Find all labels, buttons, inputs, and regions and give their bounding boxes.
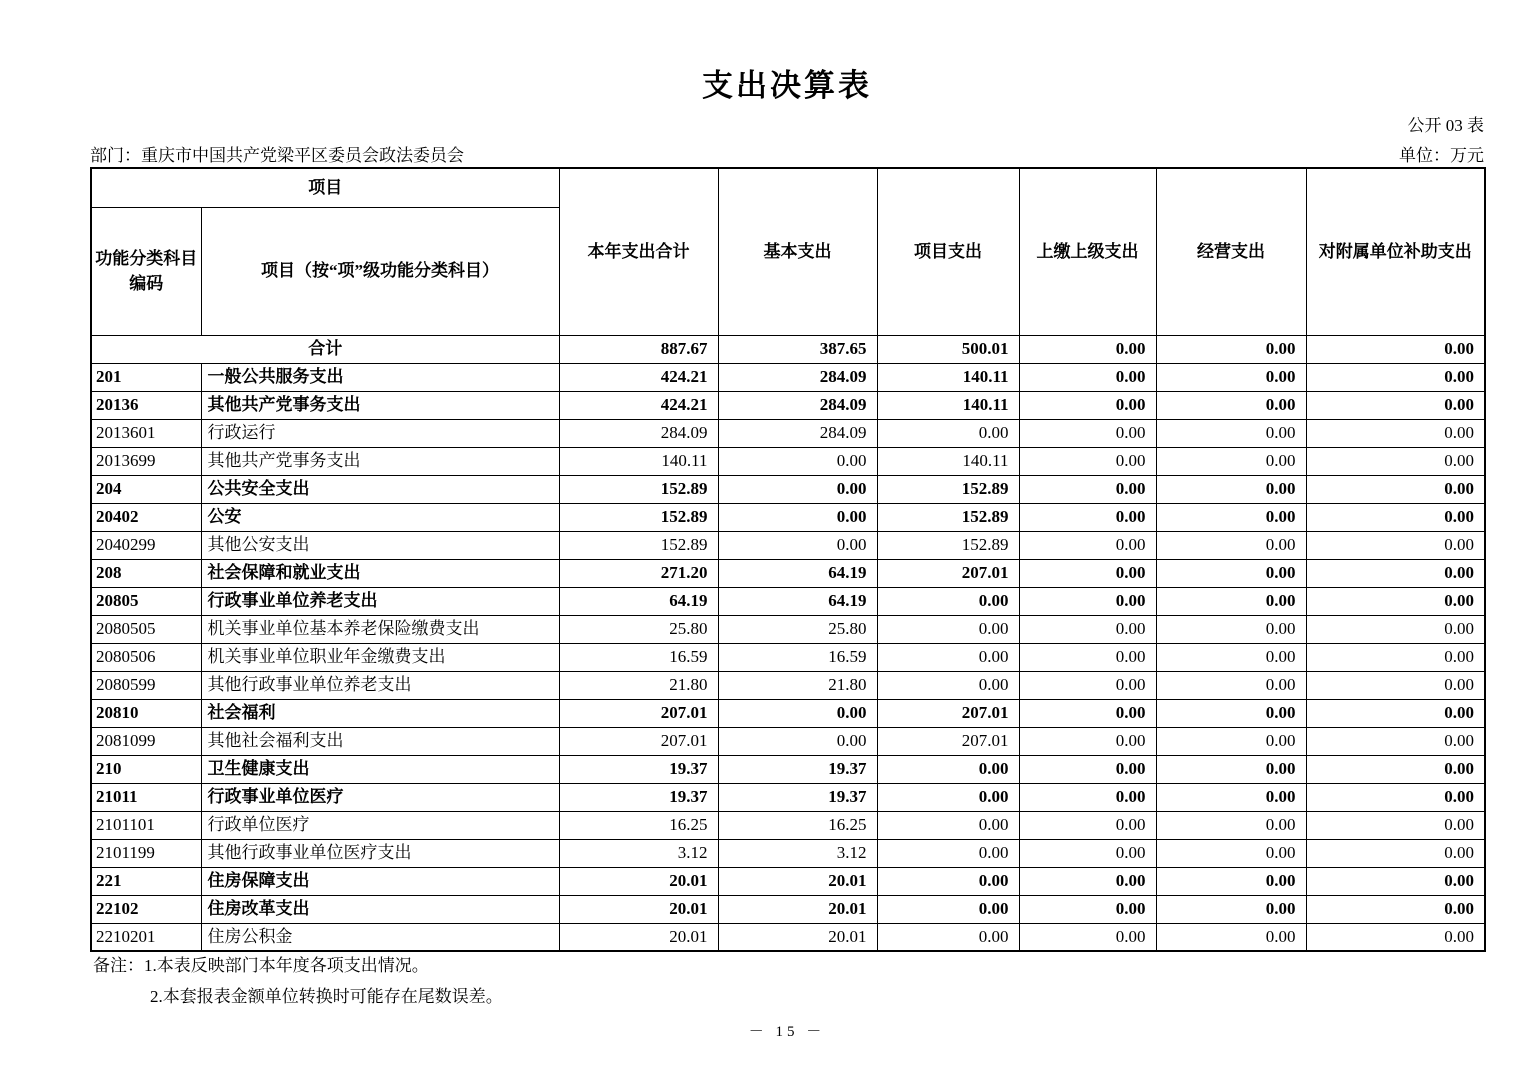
value-cell: 19.37 [718,783,877,811]
code-cell: 208 [91,559,201,587]
value-cell: 152.89 [559,531,718,559]
value-cell: 21.80 [559,671,718,699]
value-cell: 25.80 [559,615,718,643]
table-row [91,895,1485,923]
value-cell: 0.00 [1306,923,1485,951]
value-cell: 0.00 [1019,335,1156,363]
value-cell: 207.01 [877,727,1019,755]
value-cell: 0.00 [1306,587,1485,615]
value-cell: 0.00 [1306,671,1485,699]
expenditure-table [90,167,1486,952]
value-cell: 16.25 [718,811,877,839]
value-cell: 0.00 [877,811,1019,839]
value-cell: 387.65 [718,335,877,363]
value-cell: 25.80 [718,615,877,643]
code-cell: 221 [91,867,201,895]
value-cell: 0.00 [1306,811,1485,839]
value-cell: 0.00 [1306,895,1485,923]
item-name-cell: 行政运行 [201,419,559,447]
table-row [91,923,1485,951]
value-cell: 0.00 [1019,755,1156,783]
value-cell: 887.67 [559,335,718,363]
value-cell: 207.01 [877,699,1019,727]
value-cell: 19.37 [559,783,718,811]
value-cell: 0.00 [1156,531,1306,559]
table-row [91,867,1485,895]
col-header-subsidy: 对附属单位补助支出 [1306,168,1485,335]
table-row [91,727,1485,755]
code-cell: 20136 [91,391,201,419]
table-body [91,335,1485,951]
unit-label: 单位：万元 [1399,146,1484,165]
value-cell: 0.00 [1156,503,1306,531]
value-cell: 20.01 [559,867,718,895]
value-cell: 20.01 [559,895,718,923]
item-name-cell: 其他社会福利支出 [201,727,559,755]
value-cell: 0.00 [1156,699,1306,727]
value-cell: 3.12 [718,839,877,867]
value-cell: 0.00 [1019,699,1156,727]
item-name-cell: 其他共产党事务支出 [201,447,559,475]
code-cell: 2080505 [91,615,201,643]
item-name-cell: 公共安全支出 [201,475,559,503]
code-cell: 204 [91,475,201,503]
code-cell: 2081099 [91,727,201,755]
value-cell: 0.00 [1306,755,1485,783]
doc-number-label: 公开 03 表 [1407,116,1484,135]
table-row [91,447,1485,475]
value-cell: 0.00 [1156,363,1306,391]
value-cell: 207.01 [559,699,718,727]
code-cell: 2080506 [91,643,201,671]
table-row [91,531,1485,559]
code-cell: 20402 [91,503,201,531]
value-cell: 0.00 [1306,419,1485,447]
code-cell: 22102 [91,895,201,923]
value-cell: 0.00 [718,503,877,531]
value-cell: 140.11 [877,391,1019,419]
code-cell: 20805 [91,587,201,615]
value-cell: 0.00 [1306,559,1485,587]
item-name-cell: 社会保障和就业支出 [201,559,559,587]
value-cell: 0.00 [877,643,1019,671]
value-cell: 19.37 [718,755,877,783]
value-cell: 0.00 [877,755,1019,783]
code-cell: 2013601 [91,419,201,447]
code-cell: 2013699 [91,447,201,475]
value-cell: 0.00 [1019,727,1156,755]
value-cell: 0.00 [1306,475,1485,503]
value-cell: 152.89 [877,475,1019,503]
item-name-cell: 住房公积金 [201,923,559,951]
meta-row [90,141,1484,166]
value-cell: 0.00 [1019,531,1156,559]
value-cell: 0.00 [1306,643,1485,671]
value-cell: 140.11 [559,447,718,475]
col-header-item: 项目（按“项”级功能分类科目） [201,207,559,335]
code-cell: 20810 [91,699,201,727]
value-cell: 0.00 [1019,391,1156,419]
total-label-cell: 合计 [91,335,559,363]
code-cell: 2080599 [91,671,201,699]
item-name-cell: 公安 [201,503,559,531]
note-line-1: 备注：1.本表反映部门本年度各项支出情况。 [93,956,429,975]
table-row [91,783,1485,811]
value-cell: 0.00 [1156,559,1306,587]
value-cell: 0.00 [718,447,877,475]
value-cell: 0.00 [1156,727,1306,755]
value-cell: 0.00 [877,895,1019,923]
value-cell: 64.19 [718,587,877,615]
value-cell: 0.00 [1019,783,1156,811]
notes-block [93,955,503,1008]
page-title: 支出决算表 [702,68,872,103]
item-name-cell: 其他公安支出 [201,531,559,559]
value-cell: 0.00 [877,923,1019,951]
col-header-project: 项目支出 [877,168,1019,335]
value-cell: 152.89 [877,531,1019,559]
item-name-cell: 其他行政事业单位医疗支出 [201,839,559,867]
table-row [91,419,1485,447]
value-cell: 0.00 [1019,559,1156,587]
value-cell: 0.00 [1156,447,1306,475]
code-cell: 201 [91,363,201,391]
value-cell: 0.00 [1019,895,1156,923]
item-name-cell: 行政事业单位养老支出 [201,587,559,615]
value-cell: 0.00 [1019,587,1156,615]
value-cell: 0.00 [1156,475,1306,503]
item-name-cell: 机关事业单位基本养老保险缴费支出 [201,615,559,643]
value-cell: 0.00 [1156,391,1306,419]
table-row [91,363,1485,391]
value-cell: 20.01 [559,923,718,951]
header-row-top [91,168,1485,207]
value-cell: 0.00 [1156,783,1306,811]
value-cell: 0.00 [1306,531,1485,559]
value-cell: 0.00 [1019,363,1156,391]
table-row [91,391,1485,419]
value-cell: 424.21 [559,391,718,419]
value-cell: 21.80 [718,671,877,699]
item-name-cell: 一般公共服务支出 [201,363,559,391]
value-cell: 0.00 [1019,867,1156,895]
value-cell: 500.01 [877,335,1019,363]
value-cell: 271.20 [559,559,718,587]
table-row [91,503,1485,531]
value-cell: 0.00 [1306,699,1485,727]
value-cell: 20.01 [718,867,877,895]
code-cell: 21011 [91,783,201,811]
value-cell: 0.00 [1019,643,1156,671]
value-cell: 0.00 [877,671,1019,699]
value-cell: 0.00 [1156,839,1306,867]
value-cell: 0.00 [1156,615,1306,643]
value-cell: 64.19 [559,587,718,615]
value-cell: 0.00 [1306,839,1485,867]
table-row [91,811,1485,839]
col-header-basic: 基本支出 [718,168,877,335]
value-cell: 20.01 [718,895,877,923]
table-row [91,587,1485,615]
value-cell: 0.00 [877,867,1019,895]
value-cell: 19.37 [559,755,718,783]
value-cell: 64.19 [718,559,877,587]
code-cell: 2040299 [91,531,201,559]
item-name-cell: 社会福利 [201,699,559,727]
value-cell: 140.11 [877,363,1019,391]
value-cell: 284.09 [718,391,877,419]
item-name-cell: 住房改革支出 [201,895,559,923]
table-row [91,839,1485,867]
value-cell: 207.01 [877,559,1019,587]
value-cell: 0.00 [718,531,877,559]
code-cell: 210 [91,755,201,783]
item-name-cell: 住房保障支出 [201,867,559,895]
value-cell: 0.00 [877,615,1019,643]
col-header-total: 本年支出合计 [559,168,718,335]
value-cell: 0.00 [1156,643,1306,671]
value-cell: 0.00 [1306,615,1485,643]
item-name-cell: 机关事业单位职业年金缴费支出 [201,643,559,671]
value-cell: 0.00 [1306,727,1485,755]
table-row [91,615,1485,643]
value-cell: 3.12 [559,839,718,867]
value-cell: 0.00 [877,783,1019,811]
value-cell: 284.09 [718,419,877,447]
value-cell: 0.00 [877,839,1019,867]
col-header-operating: 经营支出 [1156,168,1306,335]
value-cell: 0.00 [1019,447,1156,475]
item-name-cell: 其他共产党事务支出 [201,391,559,419]
value-cell: 16.59 [559,643,718,671]
value-cell: 0.00 [1019,419,1156,447]
value-cell: 152.89 [559,503,718,531]
code-label-line1: 功能分类科目 [95,248,198,268]
value-cell: 0.00 [1019,923,1156,951]
value-cell: 152.89 [559,475,718,503]
table-row [91,755,1485,783]
value-cell: 152.89 [877,503,1019,531]
value-cell: 0.00 [1156,867,1306,895]
value-cell: 0.00 [718,727,877,755]
value-cell: 0.00 [1156,755,1306,783]
value-cell: 0.00 [1306,335,1485,363]
value-cell: 0.00 [1156,895,1306,923]
table-row [91,475,1485,503]
value-cell: 0.00 [1019,839,1156,867]
value-cell: 0.00 [1156,335,1306,363]
value-cell: 0.00 [1306,783,1485,811]
value-cell: 424.21 [559,363,718,391]
page-number: － 15 － [748,1024,826,1040]
value-cell: 0.00 [1019,615,1156,643]
note-line-2: 2.本套报表金额单位转换时可能存在尾数误差。 [150,987,503,1007]
value-cell: 0.00 [1156,587,1306,615]
code-label-line2: 编码 [129,274,164,293]
item-name-cell: 行政单位医疗 [201,811,559,839]
value-cell: 0.00 [1156,923,1306,951]
value-cell: 0.00 [718,475,877,503]
value-cell: 284.09 [559,419,718,447]
table-row [91,559,1485,587]
value-cell: 0.00 [1306,363,1485,391]
value-cell: 0.00 [1306,447,1485,475]
table-row [91,643,1485,671]
value-cell: 0.00 [877,587,1019,615]
col-header-code [91,207,201,335]
value-cell: 0.00 [1156,811,1306,839]
table-row [91,699,1485,727]
code-cell: 2101199 [91,839,201,867]
value-cell: 0.00 [1306,503,1485,531]
value-cell: 16.25 [559,811,718,839]
col-header-upward: 上缴上级支出 [1019,168,1156,335]
value-cell: 0.00 [1019,811,1156,839]
item-name-cell: 行政事业单位医疗 [201,783,559,811]
value-cell: 0.00 [1019,475,1156,503]
table-row [91,671,1485,699]
value-cell: 284.09 [718,363,877,391]
value-cell: 16.59 [718,643,877,671]
code-cell: 2101101 [91,811,201,839]
value-cell: 0.00 [1306,391,1485,419]
department-label: 部门：重庆市中国共产党梁平区委员会政法委员会 [90,146,464,165]
value-cell: 140.11 [877,447,1019,475]
value-cell: 20.01 [718,923,877,951]
value-cell: 0.00 [1019,671,1156,699]
table-row [91,335,1485,363]
value-cell: 0.00 [877,419,1019,447]
value-cell: 0.00 [1019,503,1156,531]
value-cell: 0.00 [1156,671,1306,699]
value-cell: 0.00 [1306,867,1485,895]
value-cell: 0.00 [718,699,877,727]
project-group-header: 项目 [91,168,559,207]
item-name-cell: 其他行政事业单位养老支出 [201,671,559,699]
item-name-cell: 卫生健康支出 [201,755,559,783]
value-cell: 0.00 [1156,419,1306,447]
value-cell: 207.01 [559,727,718,755]
code-cell: 2210201 [91,923,201,951]
